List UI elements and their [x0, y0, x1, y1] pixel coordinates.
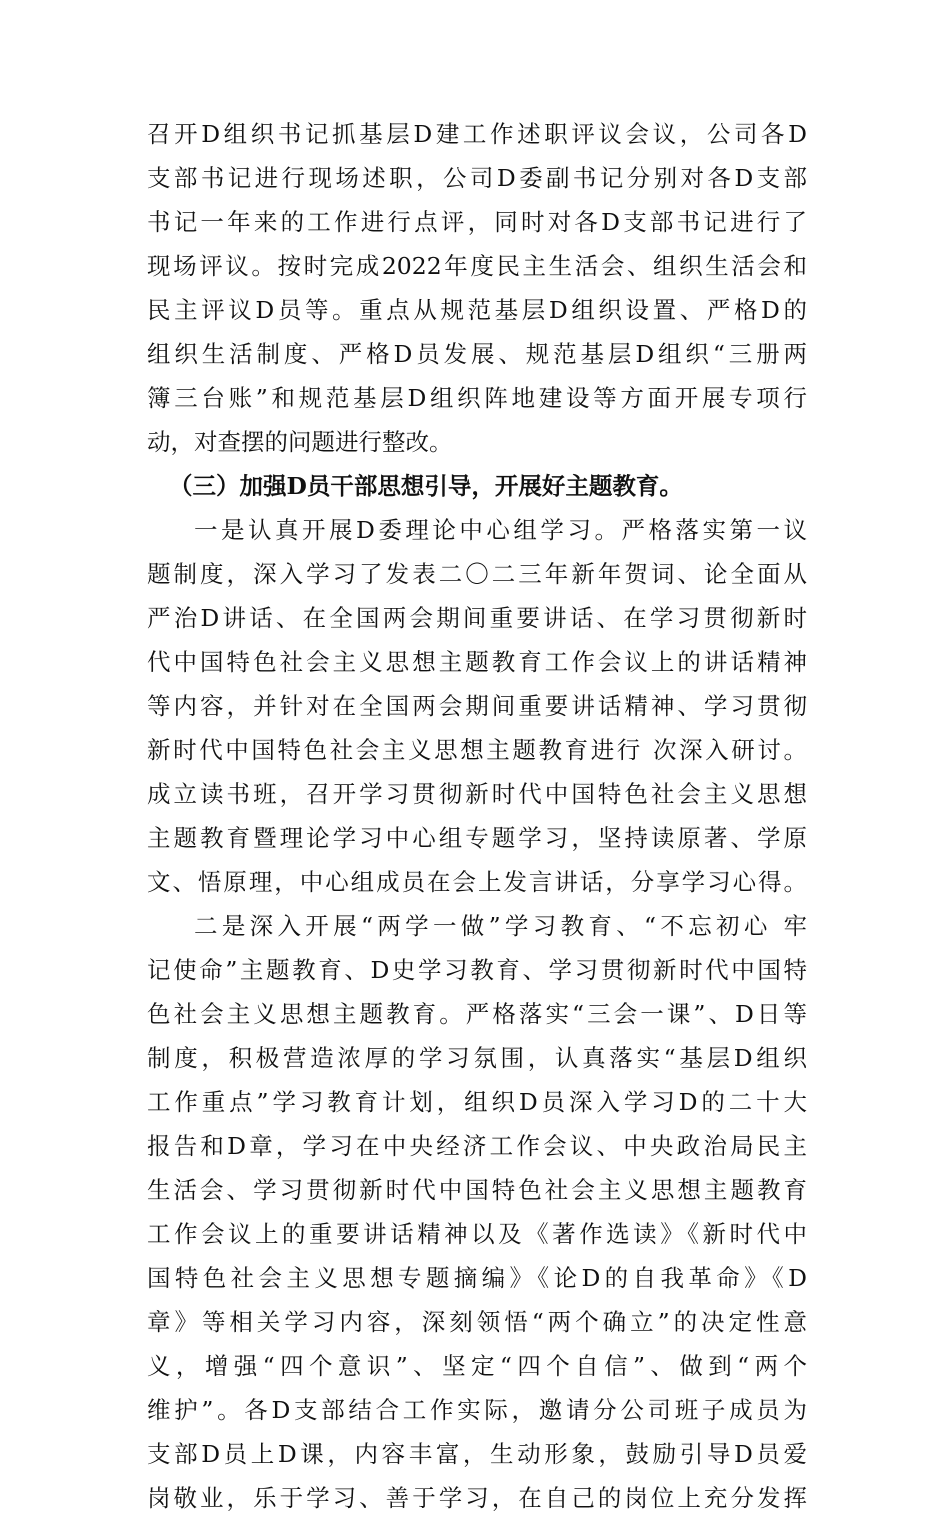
- text-line: 支部书记进行现场述职，公司D委副书记分别对各D支部: [147, 164, 807, 192]
- text-line: 主题教育暨理论学习中心组专题学习，坚持读原著、学原: [147, 824, 807, 852]
- text-line: 色社会主义思想主题教育。严格落实“三会一课”、D日等: [147, 1000, 807, 1028]
- text-line: 召开D组织书记抓基层D建工作述职评议会议，公司各D: [147, 120, 807, 148]
- text-line: 现场评议。按时完成2022年度民主生活会、组织生活会和: [147, 252, 807, 280]
- text-line: 文、悟原理，中心组成员在会上发言讲话，分享学习心得。: [147, 868, 807, 896]
- text-line: 书记一年来的工作进行点评，同时对各D支部书记进行了: [147, 208, 807, 236]
- text-line: 岗敬业，乐于学习、善于学习，在自己的岗位上充分发挥: [147, 1484, 807, 1512]
- text-line: 代中国特色社会主义思想主题教育工作会议上的讲话精神: [147, 648, 807, 676]
- text-line: 组织生活制度、严格D员发展、规范基层D组织“三册两: [147, 340, 807, 368]
- text-line: 维护”。各D支部结合工作实际，邀请分公司班子成员为: [147, 1396, 807, 1424]
- text-line: 章》等相关学习内容，深刻领悟“两个确立”的决定性意: [147, 1308, 807, 1336]
- text-line: 严治D讲话、在全国两会期间重要讲话、在学习贯彻新时: [147, 604, 807, 632]
- text-line: 记使命”主题教育、D史学习教育、学习贯彻新时代中国特: [147, 956, 807, 984]
- text-line: 支部D员上D课，内容丰富，生动形象，鼓励引导D员爱: [147, 1440, 807, 1468]
- text-line: 国特色社会主义思想专题摘编》《论D的自我革命》《D: [147, 1264, 807, 1292]
- text-line: 一是认真开展D委理论中心组学习。严格落实第一议: [194, 516, 807, 544]
- text-line: 簿三台账”和规范基层D组织阵地建设等方面开展专项行: [147, 384, 807, 412]
- text-line: 题制度，深入学习了发表二〇二三年新年贺词、论全面从: [147, 560, 807, 588]
- text-line: 工作重点”学习教育计划，组织D员深入学习D的二十大: [147, 1088, 807, 1116]
- text-line: 报告和D章，学习在中央经济工作会议、中央政治局民主: [147, 1132, 807, 1160]
- text-line: 工作会议上的重要讲话精神以及《著作选读》《新时代中: [147, 1220, 807, 1248]
- text-line: 新时代中国特色社会主义思想主题教育进行 次深入研讨。: [147, 736, 807, 764]
- text-line: 等内容，并针对在全国两会期间重要讲话精神、学习贯彻: [147, 692, 807, 720]
- document-body: [147, 112, 807, 1520]
- text-line: 二是深入开展“两学一做”学习教育、“不忘初心 牢: [194, 912, 807, 940]
- text-line: 义，增强“四个意识”、坚定“四个自信”、做到“两个: [147, 1352, 807, 1380]
- text-line: 成立读书班，召开学习贯彻新时代中国特色社会主义思想: [147, 780, 807, 808]
- text-line: 民主评议D员等。重点从规范基层D组织设置、严格D的: [147, 296, 807, 324]
- text-line: 动，对查摆的问题进行整改。: [147, 428, 453, 456]
- text-line: 制度，积极营造浓厚的学习氛围，认真落实“基层D组织: [147, 1044, 807, 1072]
- section-heading: （三）加强D员干部思想引导，开展好主题教育。: [169, 472, 683, 500]
- text-line: 生活会、学习贯彻新时代中国特色社会主义思想主题教育: [147, 1176, 807, 1204]
